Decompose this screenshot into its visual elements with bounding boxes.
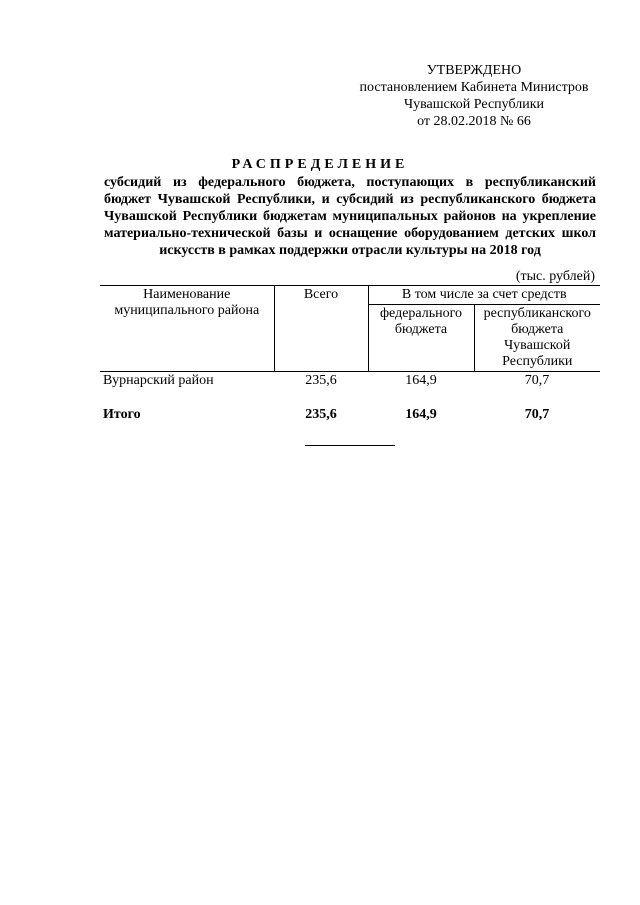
closing-divider [305,445,395,446]
totals-federal: 164,9 [405,407,437,422]
table-row [100,372,600,391]
row-republican: 70,7 [524,373,550,388]
header-total: Всего [274,286,368,372]
units-label: (тыс. рублей) [515,269,595,284]
approval-date-number: от 28.02.2018 № 66 [417,114,531,129]
approval-region: Чувашской Республики [403,97,545,112]
header-federal-budget: федерального бюджета [368,305,474,372]
row-federal: 164,9 [405,373,437,388]
row-district-name: Вурнарский район [103,373,214,388]
row-total: 235,6 [305,373,337,388]
document-subtitle: субсидий из федерального бюджета, поступающих в республиканский бюджет Чувашской Республики, и субсидий из республиканского бюджета Чувашской Республики бюджетам муниципальных районов на укрепление материально-технической базы и оснащение оборудованием детских школ искусств в рамках поддержки отрасли культуры на 2018 год [104,175,596,258]
totals-total: 235,6 [305,407,337,422]
totals-row [100,390,600,424]
approval-issuer: постановлением Кабинета Министров [359,80,589,95]
totals-label: Итого [103,407,141,422]
approval-status: УТВЕРЖДЕНО [426,63,522,78]
totals-republican: 70,7 [524,407,550,422]
document-title: РАСПРЕДЕЛЕНИЕ [231,157,409,172]
distribution-table [100,285,600,424]
header-district-name: Наименование муниципального района [100,286,274,372]
header-including: В том числе за счет средств [368,286,600,305]
header-republican-budget: республиканского бюджета Чувашской Республики [474,305,600,372]
approval-stamp [354,62,594,130]
